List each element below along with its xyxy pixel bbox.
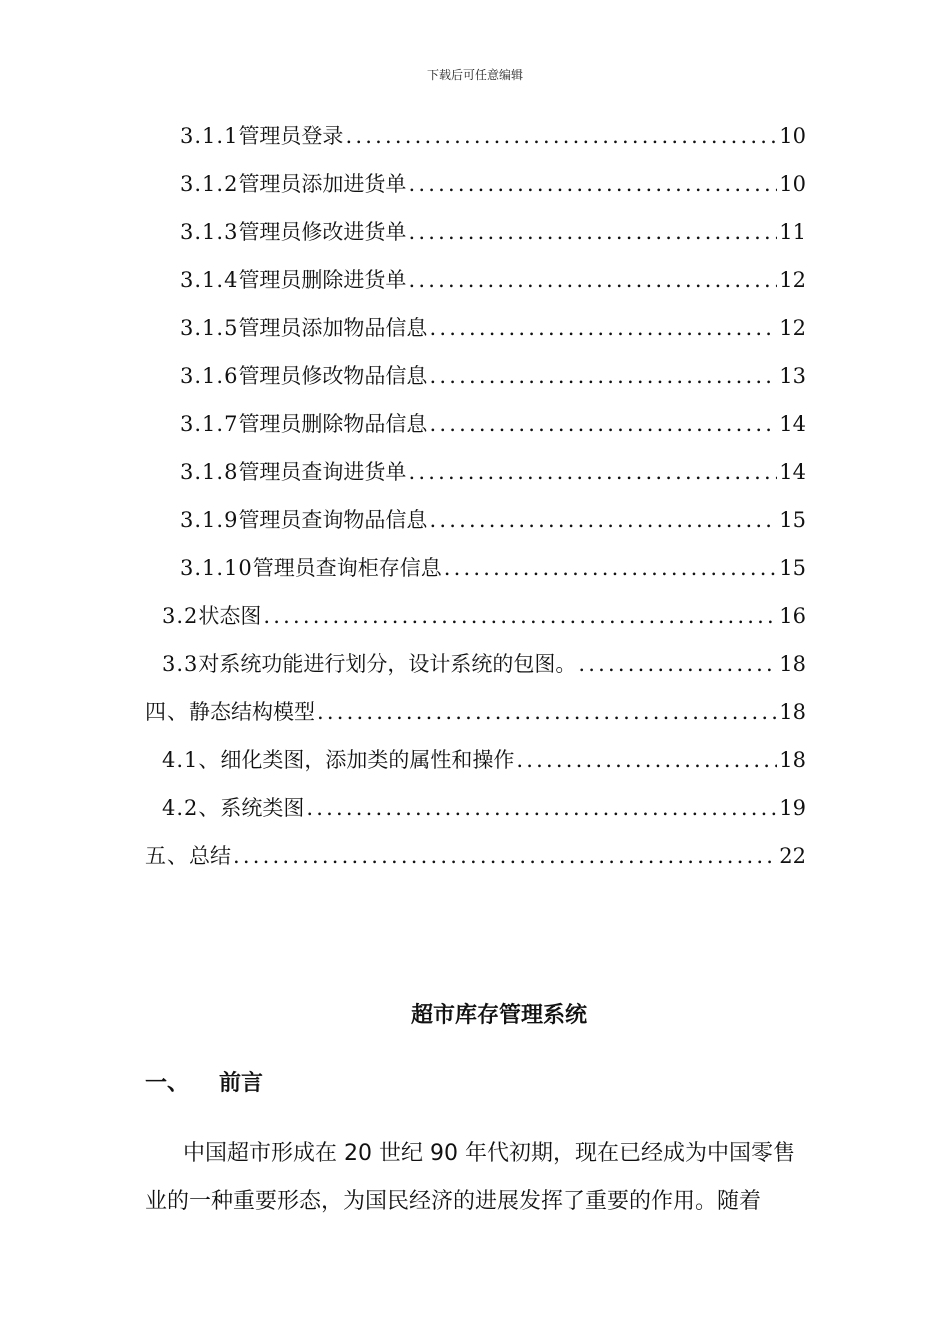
toc-entry-title: 管理员修改物品信息 (238, 364, 428, 388)
toc-entry-title: 状态图 (198, 604, 262, 628)
toc-dot-leader (306, 794, 777, 822)
toc-entry-title: 细化类图，添加类的属性和操作 (220, 748, 515, 772)
toc-entry-page: 18 (779, 700, 806, 724)
toc-dot-leader (429, 314, 777, 342)
toc-entry-number: 3.1.5 (180, 316, 239, 340)
toc-entry-page: 18 (779, 748, 806, 772)
toc-entry-title: 管理员删除进货单 (238, 268, 407, 292)
section-number: 一、 (145, 1071, 190, 1096)
toc-entry-title: 管理员查询柜存信息 (252, 556, 442, 580)
toc-entry[interactable] (145, 842, 806, 870)
toc-dot-leader (429, 410, 777, 438)
toc-entry[interactable] (180, 122, 806, 150)
toc-entry-page: 13 (779, 364, 806, 388)
toc-entry-page: 11 (779, 220, 806, 244)
toc-dot-leader (233, 842, 777, 870)
toc-entry-number: 3.1.10 (180, 556, 253, 580)
toc-dot-leader (408, 266, 777, 294)
toc-dot-leader (345, 122, 777, 150)
toc-entry[interactable] (180, 266, 806, 294)
toc-entry[interactable] (180, 458, 806, 486)
paragraph-line: 中国超市形成在 20 世纪 90 年代初期，现在已经成为中国零售 (183, 1141, 795, 1166)
toc-entry-title: 总结 (189, 844, 231, 868)
toc-entry-number: 3.1.6 (180, 364, 239, 388)
toc-entry-title: 管理员查询物品信息 (238, 508, 428, 532)
toc-dot-leader (408, 218, 777, 246)
body-paragraph (145, 1130, 809, 1226)
document-title: 超市库存管理系统 (410, 1003, 587, 1028)
toc-entry-title: 对系统功能进行划分，设计系统的包图。 (198, 652, 577, 676)
toc-entry-title: 管理员查询进货单 (238, 460, 407, 484)
toc-entry-page: 12 (779, 268, 806, 292)
toc-entry-number: 3.1.7 (180, 412, 239, 436)
toc-entry-number: 3.3 (162, 652, 199, 676)
toc-entry-title: 管理员添加进货单 (238, 172, 407, 196)
toc-entry[interactable] (180, 170, 806, 198)
toc-dot-leader (429, 362, 777, 390)
toc-entry[interactable] (180, 314, 806, 342)
paragraph-line: 业的一种重要形态，为国民经济的进展发挥了重要的作用。随着 (145, 1189, 762, 1214)
toc-entry-title: 系统类图 (220, 796, 305, 820)
toc-dot-leader (408, 458, 777, 486)
toc-entry[interactable] (180, 218, 806, 246)
toc-entry-page: 12 (779, 316, 806, 340)
toc-entry[interactable] (162, 746, 806, 774)
toc-entry-number: 四、 (145, 700, 189, 724)
toc-entry-title: 管理员删除物品信息 (238, 412, 428, 436)
toc-entry-title: 管理员添加物品信息 (238, 316, 428, 340)
toc-entry-number: 3.1.8 (180, 460, 239, 484)
toc-entry[interactable] (180, 410, 806, 438)
toc-entry-number: 五、 (145, 844, 189, 868)
toc-dot-leader (444, 554, 777, 582)
section-heading (145, 1066, 263, 1097)
toc-dot-leader (429, 506, 777, 534)
toc-entry-number: 3.2 (162, 604, 199, 628)
toc-entry-page: 15 (779, 508, 806, 532)
toc-dot-leader (516, 746, 777, 774)
toc-entry[interactable] (180, 506, 806, 534)
toc-entry[interactable] (180, 554, 806, 582)
toc-entry-page: 18 (779, 652, 806, 676)
toc-dot-leader (263, 602, 777, 630)
toc-entry-page: 15 (779, 556, 806, 580)
toc-entry-number: 3.1.9 (180, 508, 239, 532)
toc-entry-number: 3.1.2 (180, 172, 239, 196)
toc-entry[interactable] (180, 362, 806, 390)
toc-entry-page: 14 (779, 460, 806, 484)
toc-dot-leader (408, 170, 777, 198)
toc-dot-leader (317, 698, 777, 726)
toc-entry-title: 管理员修改进货单 (238, 220, 407, 244)
toc-entry[interactable] (145, 698, 806, 726)
toc-entry-page: 10 (779, 172, 806, 196)
toc-dot-leader (578, 650, 777, 678)
toc-entry-number: 3.1.4 (180, 268, 239, 292)
toc-entry-number: 4.1、 (162, 748, 221, 772)
toc-entry-page: 14 (779, 412, 806, 436)
toc-entry-number: 3.1.3 (180, 220, 239, 244)
page-header: 下载后可任意编辑 (426, 68, 523, 82)
toc-entry-title: 管理员登录 (238, 124, 344, 148)
section-title: 前言 (219, 1071, 264, 1096)
toc-entry-page: 22 (779, 844, 806, 868)
toc-entry[interactable] (162, 602, 806, 630)
toc-entry-number: 4.2、 (162, 796, 221, 820)
toc-entry-page: 16 (779, 604, 806, 628)
toc-entry-number: 3.1.1 (180, 124, 239, 148)
toc-entry[interactable] (162, 794, 806, 822)
toc-entry-page: 19 (779, 796, 806, 820)
toc-entry[interactable] (162, 650, 806, 678)
toc-entry-page: 10 (779, 124, 806, 148)
toc-entry-title: 静态结构模型 (189, 700, 315, 724)
